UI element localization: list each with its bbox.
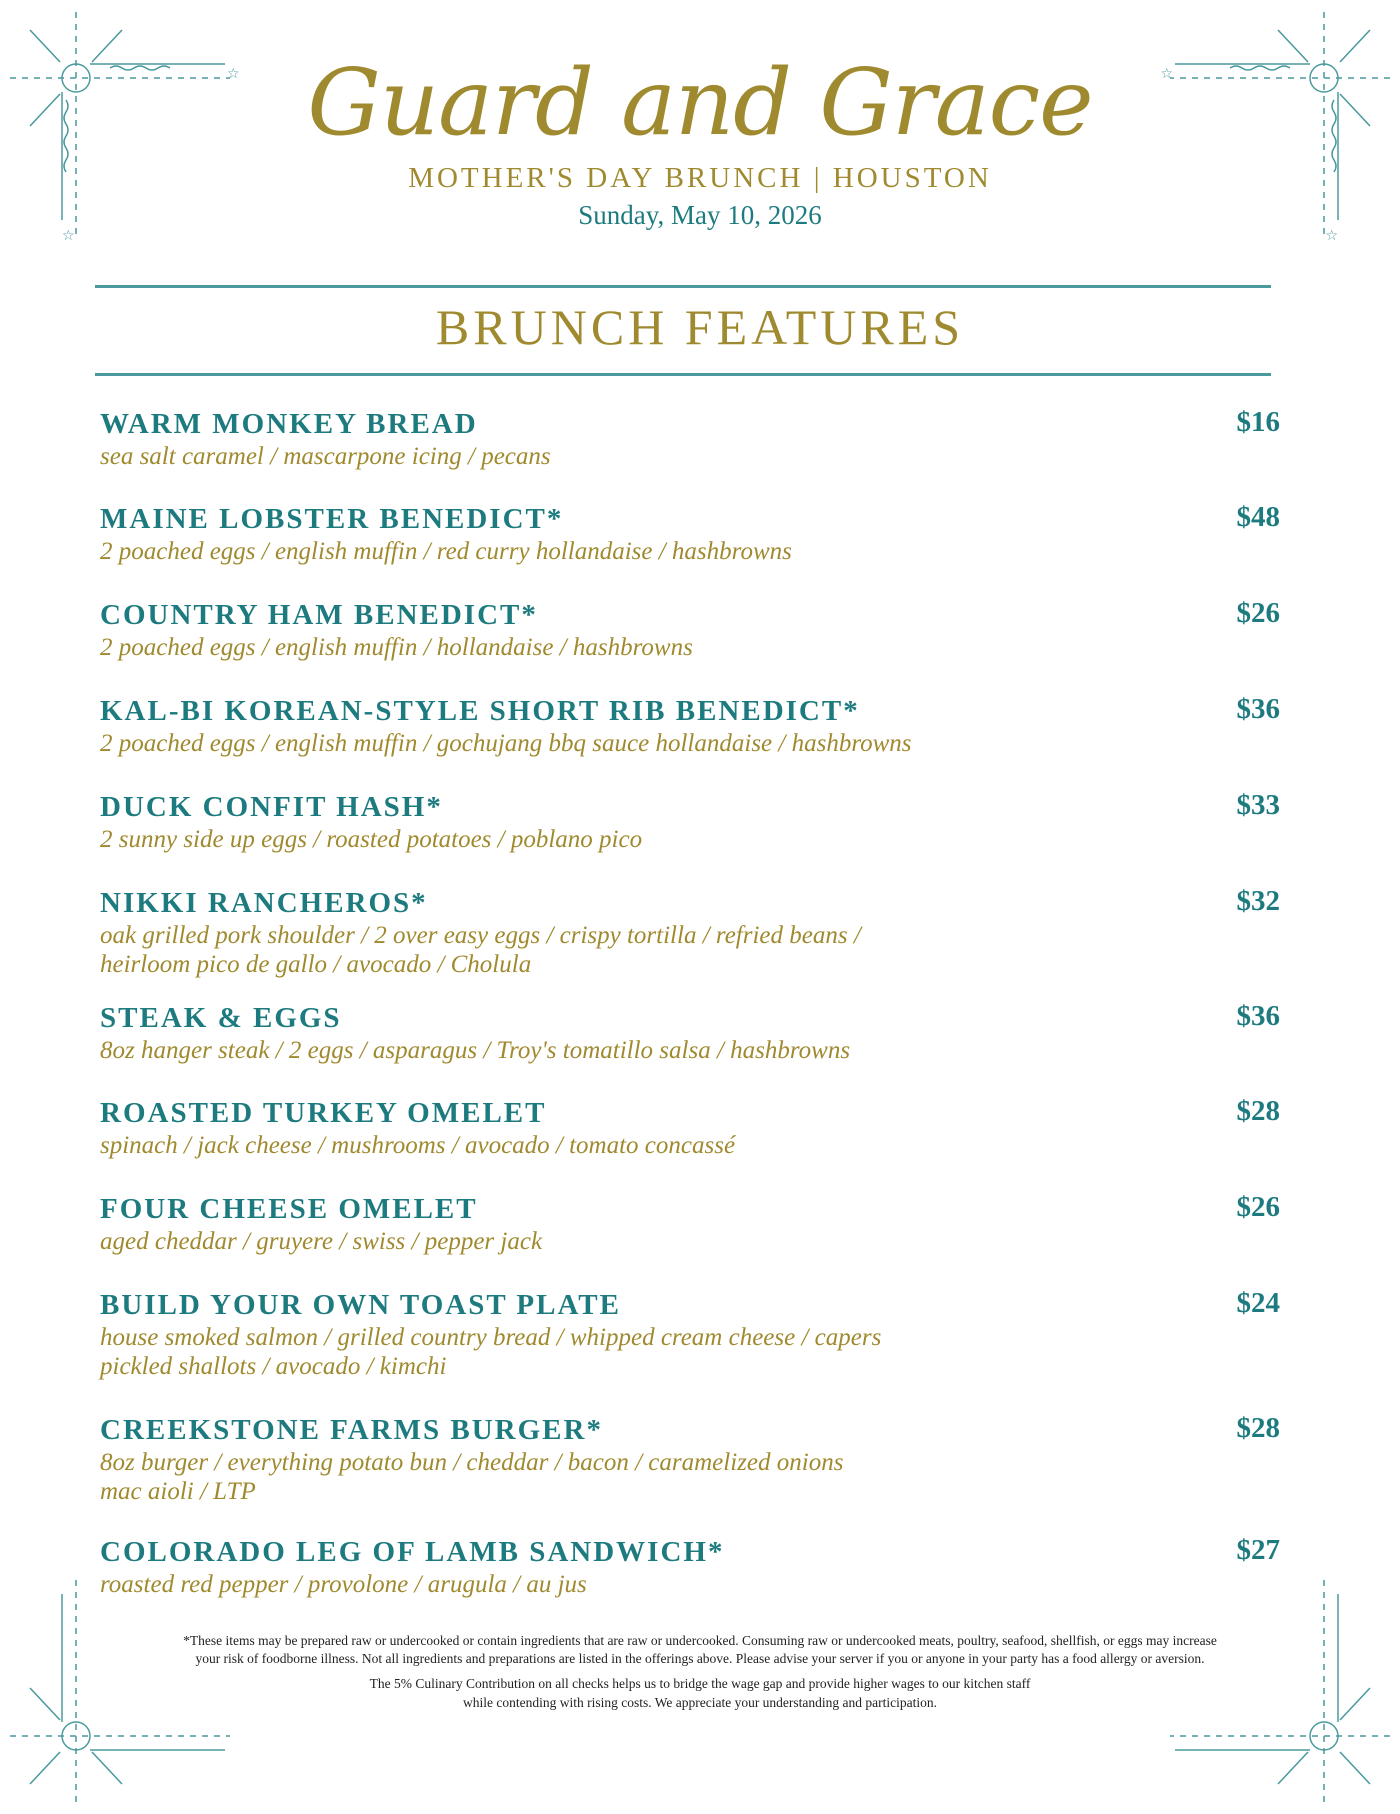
- divider-bottom: [95, 373, 1271, 376]
- item-description: house smoked salmon / grilled country bread / whipped cream cheese / capers: [100, 1324, 882, 1351]
- menu-item: [100, 885, 1280, 979]
- item-name: NIKKI RANCHEROS*: [100, 887, 428, 919]
- item-name: BUILD YOUR OWN TOAST PLATE: [100, 1289, 621, 1321]
- item-description: 2 sunny side up eggs / roasted potatoes / poblano pico: [100, 826, 643, 853]
- item-description: 2 poached eggs / english muffin / hollandaise / hashbrowns: [100, 634, 693, 661]
- culinary-contribution-note: [200, 1674, 1200, 1712]
- svg-text:☆: ☆: [62, 228, 75, 244]
- item-price: $33: [1236, 789, 1280, 821]
- svg-text:☆: ☆: [1160, 66, 1173, 82]
- item-name: CREEKSTONE FARMS BURGER*: [100, 1414, 603, 1446]
- item-name: MAINE LOBSTER BENEDICT*: [100, 503, 564, 535]
- item-description: sea salt caramel / mascarpone icing / pecans: [100, 443, 551, 470]
- item-description: 2 poached eggs / english muffin / gochujang bbq sauce hollandaise / hashbrowns: [100, 730, 912, 757]
- item-name: COLORADO LEG OF LAMB SANDWICH*: [100, 1536, 725, 1568]
- menu-item: [100, 1000, 1280, 1065]
- item-description: roasted red pepper / provolone / arugula / au jus: [100, 1571, 587, 1598]
- item-description: mac aioli / LTP: [100, 1478, 256, 1505]
- menu-item: [100, 789, 1280, 854]
- item-price: $26: [1236, 597, 1280, 629]
- item-description: 2 poached eggs / english muffin / red curry hollandaise / hashbrowns: [100, 538, 792, 565]
- menu-item: [100, 693, 1280, 758]
- svg-text:☆: ☆: [1325, 228, 1338, 244]
- disclaimer-line: *These items may be prepared raw or undercooked or contain ingredients that are raw or undercooked. Consuming raw or undercooked meats, poultry, seafood, shellfish, or eggs may increase: [183, 1633, 1217, 1648]
- item-price: $16: [1236, 406, 1280, 438]
- restaurant-logo: Guard and Grace: [307, 49, 1093, 156]
- item-description: aged cheddar / gruyere / swiss / pepper jack: [100, 1228, 543, 1255]
- item-price: $36: [1236, 1000, 1280, 1032]
- menu-item: [100, 1191, 1280, 1256]
- item-description: spinach / jack cheese / mushrooms / avocado / tomato concassé: [100, 1132, 736, 1159]
- menu-item: [100, 597, 1280, 662]
- item-description: heirloom pico de gallo / avocado / Cholula: [100, 951, 532, 978]
- item-price: $26: [1236, 1191, 1280, 1223]
- item-price: $28: [1236, 1095, 1280, 1127]
- menu-item: [100, 1287, 1280, 1381]
- event-subtitle: MOTHER'S DAY BRUNCH | HOUSTON: [408, 162, 992, 194]
- contribution-line: The 5% Culinary Contribution on all checks helps us to bridge the wage gap and provide higher wages to our kitchen staff: [369, 1676, 1031, 1691]
- menu-item: [100, 501, 1280, 566]
- disclaimer-line: your risk of foodborne illness. Not all ingredients and preparations are listed in the offerings above. Please advise your server if you or anyone in your party has a food allergy or aversion.: [195, 1651, 1205, 1666]
- allergy-disclaimer: [90, 1632, 1310, 1668]
- item-name: COUNTRY HAM BENEDICT*: [100, 599, 538, 631]
- event-date: Sunday, May 10, 2026: [578, 200, 822, 230]
- item-price: $28: [1236, 1412, 1280, 1444]
- item-description: 8oz hanger steak / 2 eggs / asparagus / Troy's tomatillo salsa / hashbrowns: [100, 1037, 851, 1064]
- item-price: $32: [1236, 885, 1280, 917]
- menu-item: [100, 1534, 1280, 1599]
- menu-item: [100, 1095, 1280, 1160]
- item-price: $27: [1236, 1534, 1280, 1566]
- svg-text:☆: ☆: [227, 66, 240, 82]
- item-name: FOUR CHEESE OMELET: [100, 1193, 478, 1225]
- item-name: STEAK & EGGS: [100, 1002, 342, 1034]
- item-description: oak grilled pork shoulder / 2 over easy eggs / crispy tortilla / refried beans /: [100, 922, 861, 949]
- item-name: ROASTED TURKEY OMELET: [100, 1097, 547, 1129]
- divider-top: [95, 285, 1271, 288]
- item-price: $24: [1236, 1287, 1280, 1319]
- item-price: $36: [1236, 693, 1280, 725]
- item-price: $48: [1236, 501, 1280, 533]
- item-name: DUCK CONFIT HASH*: [100, 791, 443, 823]
- item-name: KAL-BI KOREAN-STYLE SHORT RIB BENEDICT*: [100, 695, 860, 727]
- menu-item: [100, 1412, 1280, 1506]
- item-description: pickled shallots / avocado / kimchi: [100, 1353, 447, 1380]
- item-name: WARM MONKEY BREAD: [100, 408, 478, 440]
- menu-item: [100, 406, 1280, 471]
- item-description: 8oz burger / everything potato bun / cheddar / bacon / caramelized onions: [100, 1449, 844, 1476]
- contribution-line: while contending with rising costs. We appreciate your understanding and participation.: [462, 1695, 938, 1710]
- section-title: BRUNCH FEATURES: [435, 299, 965, 355]
